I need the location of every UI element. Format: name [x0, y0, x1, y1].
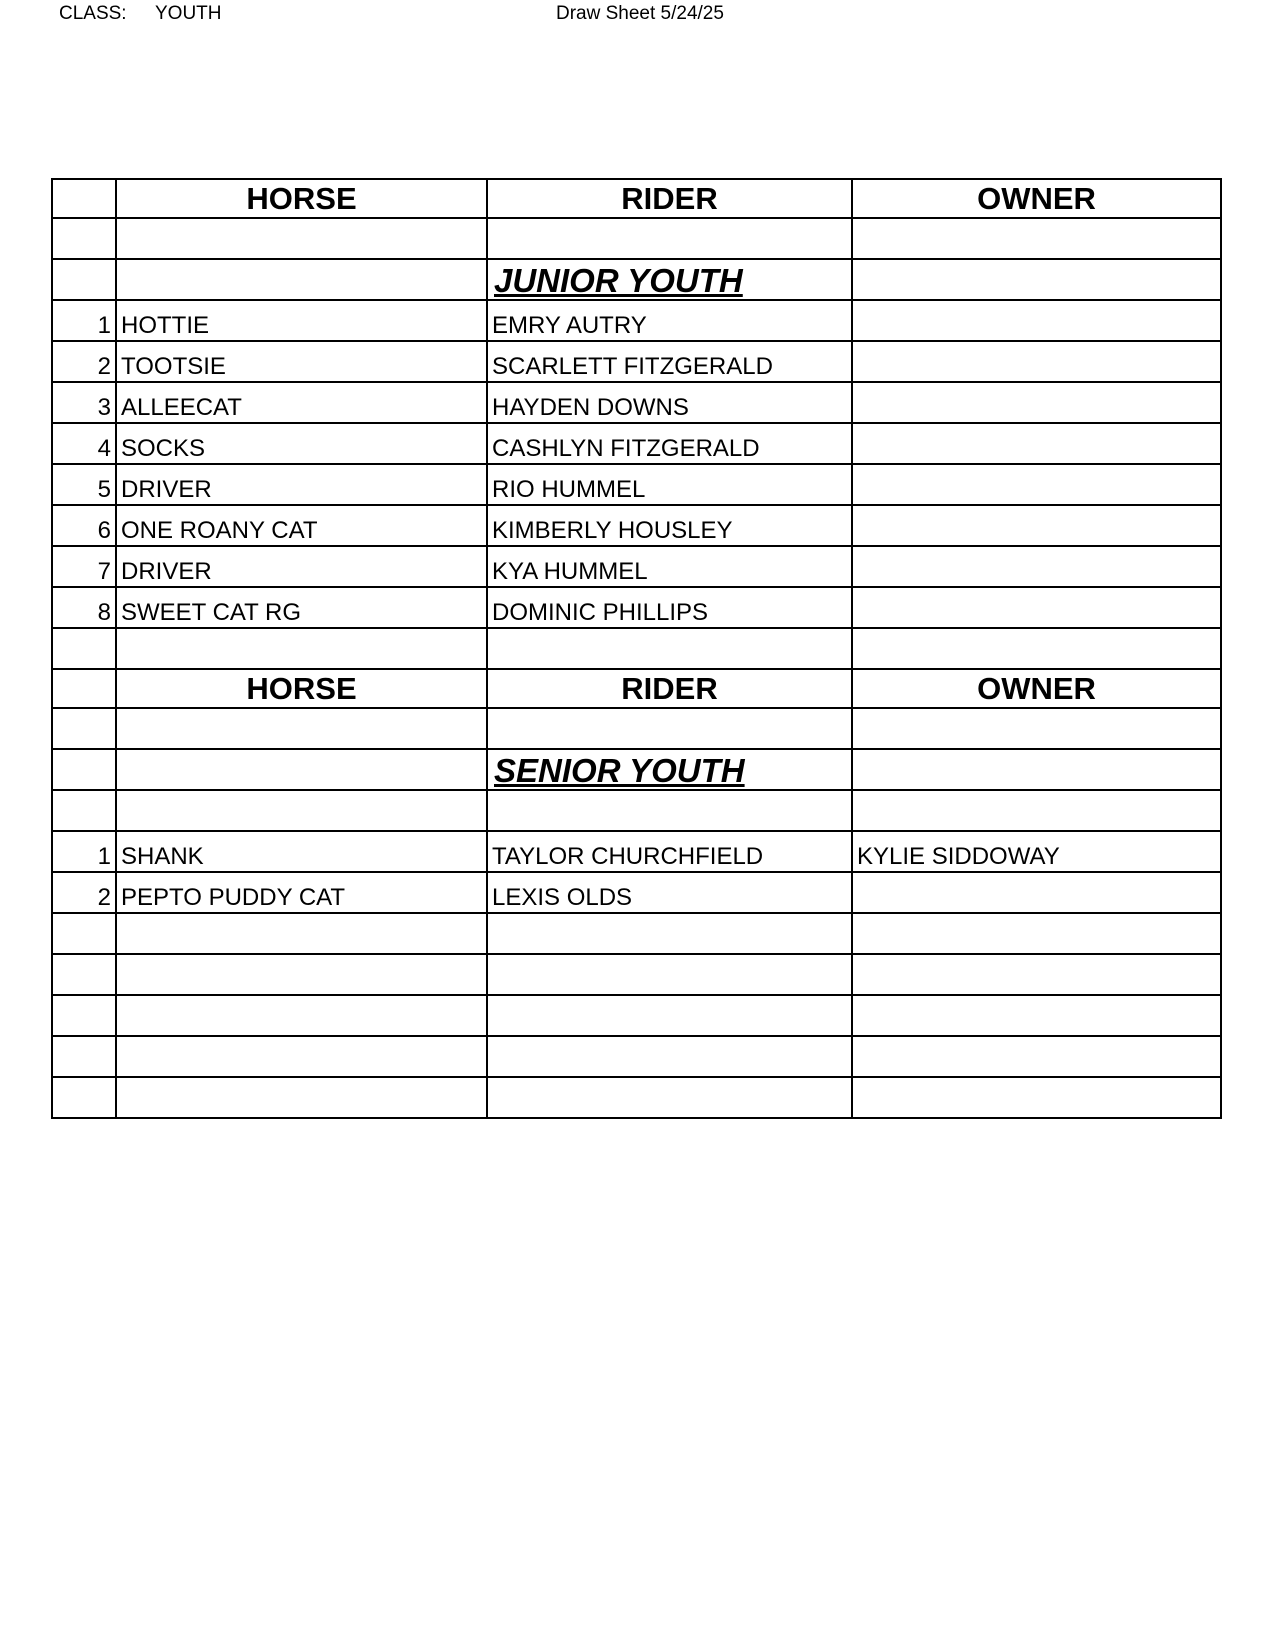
- entry-number: 3: [52, 382, 116, 423]
- rider-name: CASHLYN FITZGERALD: [487, 423, 852, 464]
- horse-name: SHANK: [116, 831, 487, 872]
- blank-row: [52, 913, 1221, 954]
- owner-name: [852, 872, 1221, 913]
- entry-row: [52, 872, 1221, 913]
- horse-name: TOOTSIE: [116, 341, 487, 382]
- owner-column-header: OWNER: [852, 669, 1221, 708]
- section-row-senior: [52, 749, 1221, 790]
- section-row-junior: [52, 259, 1221, 300]
- entry-number: 1: [52, 831, 116, 872]
- blank-row: [52, 1036, 1221, 1077]
- horse-name: DRIVER: [116, 464, 487, 505]
- number-column-header: [52, 179, 116, 218]
- blank-row: [52, 954, 1221, 995]
- entry-row: [52, 423, 1221, 464]
- column-header-row: [52, 179, 1221, 218]
- horse-column-header: HORSE: [116, 179, 487, 218]
- blank-row: [52, 790, 1221, 831]
- owner-name: [852, 300, 1221, 341]
- horse-name: HOTTIE: [116, 300, 487, 341]
- horse-name: SOCKS: [116, 423, 487, 464]
- horse-name: ALLEECAT: [116, 382, 487, 423]
- entry-number: 4: [52, 423, 116, 464]
- entry-row: [52, 587, 1221, 628]
- rider-column-header: RIDER: [487, 179, 852, 218]
- horse-name: SWEET CAT RG: [116, 587, 487, 628]
- rider-name: EMRY AUTRY: [487, 300, 852, 341]
- section-title-senior: SENIOR YOUTH: [487, 749, 852, 790]
- rider-name: HAYDEN DOWNS: [487, 382, 852, 423]
- section-title-junior: JUNIOR YOUTH: [487, 259, 852, 300]
- rider-name: SCARLETT FITZGERALD: [487, 341, 852, 382]
- entry-number: 2: [52, 872, 116, 913]
- rider-name: RIO HUMMEL: [487, 464, 852, 505]
- owner-name: [852, 423, 1221, 464]
- number-column-header: [52, 669, 116, 708]
- entry-row: [52, 464, 1221, 505]
- entry-row: [52, 546, 1221, 587]
- entry-row: [52, 382, 1221, 423]
- class-value: YOUTH: [155, 3, 222, 24]
- owner-name: KYLIE SIDDOWAY: [852, 831, 1221, 872]
- rider-column-header: RIDER: [487, 669, 852, 708]
- owner-name: [852, 505, 1221, 546]
- entry-number: 2: [52, 341, 116, 382]
- column-header-row: [52, 669, 1221, 708]
- horse-column-header: HORSE: [116, 669, 487, 708]
- entry-number: 6: [52, 505, 116, 546]
- blank-row: [52, 708, 1221, 749]
- entry-number: 7: [52, 546, 116, 587]
- rider-name: TAYLOR CHURCHFIELD: [487, 831, 852, 872]
- owner-name: [852, 546, 1221, 587]
- owner-name: [852, 382, 1221, 423]
- rider-name: KYA HUMMEL: [487, 546, 852, 587]
- entry-number: 5: [52, 464, 116, 505]
- horse-name: PEPTO PUDDY CAT: [116, 872, 487, 913]
- entry-number: 1: [52, 300, 116, 341]
- owner-name: [852, 464, 1221, 505]
- rider-name: DOMINIC PHILLIPS: [487, 587, 852, 628]
- entry-row: [52, 341, 1221, 382]
- entry-row: [52, 831, 1221, 872]
- sheet-title: Draw Sheet 5/24/25: [556, 3, 724, 24]
- entry-row: [52, 300, 1221, 341]
- owner-column-header: OWNER: [852, 179, 1221, 218]
- blank-row: [52, 628, 1221, 669]
- entry-number: 8: [52, 587, 116, 628]
- horse-name: DRIVER: [116, 546, 487, 587]
- blank-row: [52, 218, 1221, 259]
- class-label: CLASS:: [59, 3, 127, 24]
- owner-name: [852, 587, 1221, 628]
- rider-name: LEXIS OLDS: [487, 872, 852, 913]
- horse-name: ONE ROANY CAT: [116, 505, 487, 546]
- rider-name: KIMBERLY HOUSLEY: [487, 505, 852, 546]
- blank-row: [52, 995, 1221, 1036]
- blank-row: [52, 1077, 1221, 1118]
- entry-row: [52, 505, 1221, 546]
- draw-table: [51, 178, 1222, 1119]
- owner-name: [852, 341, 1221, 382]
